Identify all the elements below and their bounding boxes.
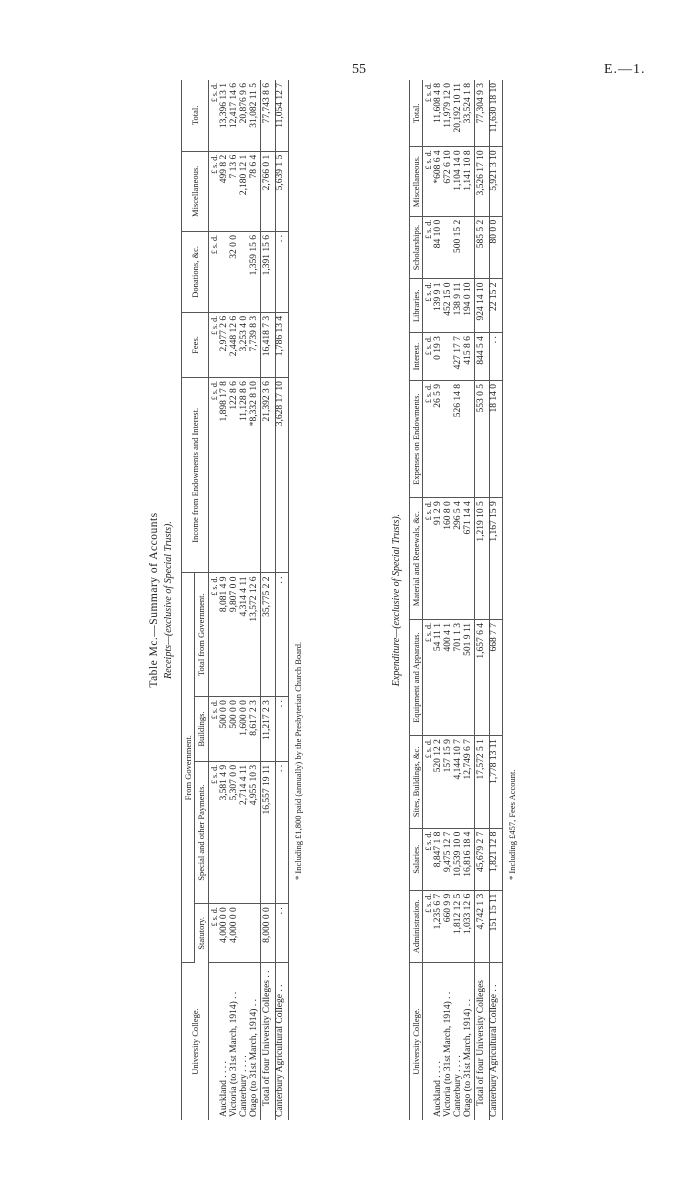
cell-special: 4,955 10 3 [250,761,260,903]
unit-label: £ s. d. [423,890,434,962]
col-group-from-government: From Government. [181,573,195,963]
cell-admin: 4,742 1 3 [474,890,489,962]
cell-interest: 415 8 6 [464,333,474,381]
col-header-total: Total. [409,80,423,147]
col-header-fees: Fees. [181,312,209,377]
cell-admin: 1,235 6 7 [434,890,444,962]
unit-label: £ s. d. [209,761,220,903]
cell-total: 11,979 12 0 [444,80,454,147]
cell-scholarships: 585 5 2 [474,216,489,279]
table-row [454,80,464,1120]
cell-special: 3,581 4 9 [220,761,230,903]
college-name: Canterbury . . . . [452,1055,463,1117]
cell-income: 1,898 17 8 [220,378,230,573]
cell-libraries: 138 9 11 [454,279,464,333]
college-name: Canterbury Agricultural College . . [489,963,502,1121]
unit-label: £ s. d. [423,381,434,498]
unit-label: £ s. d. [209,573,220,697]
cell-total: 11,054 12 7 [275,80,288,151]
cell-total-gov: 8,081 4 9 [220,573,230,697]
cell-libraries: 452 15 0 [444,279,454,333]
cell-total: 20,876 9 6 [240,80,250,151]
cell-endowments: 553 0 5 [474,381,489,498]
cell-salaries: 10,539 10 0 [454,828,464,890]
cell-sites: 157 15 9 [444,736,454,829]
col-header-libraries: Libraries. [409,279,423,333]
college-name: Auckland . . . . [218,1061,229,1117]
receipts-section [164,80,302,1120]
cell-scholarships: 84 10 0 [434,216,444,279]
col-header-donations: Donations, &c. [181,231,209,312]
cell-material: 91 2 9 [434,498,444,620]
unit-label: £ s. d. [209,231,220,312]
cell-misc: 672 6 10 [444,147,454,216]
college-name: Otago (to 31st March, 1914) . . [462,999,473,1117]
table-row [464,80,474,1120]
cell-equipment: 701 1 3 [454,620,464,736]
college-name: Total of four University Colleges . . [260,963,275,1121]
col-header-college: University College. [409,963,423,1121]
table-row [434,80,444,1120]
col-header-salaries: Salaries. [409,828,423,890]
col-header-misc: Miscellaneous. [409,147,423,216]
cell-misc: 3,526 17 10 [474,147,489,216]
total-row [260,80,275,1120]
cell-buildings: 1,600 0 0 [240,697,250,762]
unit-label: £ s. d. [423,620,434,736]
college-name: Auckland . . . . [432,1061,443,1117]
cell-endowments: 18 14 0 [489,381,502,498]
table-row [489,80,502,1120]
unit-label: £ s. d. [209,904,220,963]
cell-libraries: 139 9 1 [434,279,444,333]
receipts-footnote: * Including £1,800 paid (annually) by the Presbyterian Church Board. [292,641,303,880]
cell-special: 2,714 4 11 [240,761,250,903]
expenditure-section [388,80,517,1120]
unit-label: £ s. d. [423,736,434,829]
rotated-document-body [148,80,593,1120]
cell-salaries: 8,847 1 8 [434,828,444,890]
cell-total-gov: . . [275,573,288,697]
cell-salaries: 16,816 18 4 [464,828,474,890]
expenditure-footnote: * Including £457, Fees Account. [506,769,517,880]
receipts-subtitle: Receipts—(exclusive of Special Trusts). [163,521,175,679]
cell-sites: 4,144 10 7 [454,736,464,829]
cell-misc: 1,104 14 0 [454,147,464,216]
cell-total: 20,192 10 11 [454,80,464,147]
cell-statutory [250,904,260,963]
cell-admin: 1,812 12 5 [454,890,464,962]
cell-interest: 427 17 7 [454,333,464,381]
cell-misc: 78 6 4 [250,151,260,231]
col-header-material: Material and Renewals, &c. [409,498,423,620]
unit-label: £ s. d. [423,279,434,333]
cell-total-gov: 13,572 12 6 [250,573,260,697]
cell-interest: . . [489,333,502,381]
cell-buildings: 500 0 0 [230,697,240,762]
col-header-admin: Administration. [409,890,423,962]
cell-total: 11,630 18 10 [489,80,502,147]
college-name: Victoria (to 31st March, 1914) . . [442,991,453,1117]
cell-total-gov: 9,807 0 0 [230,573,240,697]
cell-misc: 1,141 10 8 [464,147,474,216]
cell-total: 31,082 11 5 [250,80,260,151]
cell-endowments: 26 5 9 [434,381,444,498]
cell-total: 77,743 8 6 [260,80,275,151]
cell-income: 21,392 3 6 [260,378,275,573]
cell-total: 12,417 14 6 [230,80,240,151]
cell-income: 3,628 17 10 [275,378,288,573]
col-header-college: University College. [181,963,209,1121]
cell-equipment: 668 7 7 [489,620,502,736]
unit-label: £ s. d. [209,378,220,573]
cell-material: 671 14 4 [464,498,474,620]
cell-material: 1,167 15 9 [489,498,502,620]
table-row [275,80,288,1120]
expenditure-table [409,80,503,1120]
cell-misc: 2,766 0 1 [260,151,275,231]
college-name: Total of four University Colleges [474,963,489,1121]
cell-interest: 844 5 4 [474,333,489,381]
cell-salaries: 9,475 12 7 [444,828,454,890]
col-header-misc: Miscellaneous. [181,151,209,231]
cell-libraries: 194 0 10 [464,279,474,333]
unit-label: £ s. d. [423,828,434,890]
unit-label: £ s. d. [423,333,434,381]
cell-donations: . . [275,231,288,312]
col-header-interest: Interest. [409,333,423,381]
receipts-table [181,80,289,1120]
unit-label: £ s. d. [209,80,220,151]
cell-total-gov: 4,314 4 11 [240,573,250,697]
cell-statutory: 4,000 0 0 [230,904,240,963]
cell-sites: 1,778 13 11 [489,736,502,829]
cell-scholarships: 80 0 0 [489,216,502,279]
cell-statutory: . . [275,904,288,963]
cell-sites: 17,572 5 1 [474,736,489,829]
col-header-total: Total. [181,80,209,151]
cell-sites: 520 12 2 [434,736,444,829]
cell-libraries: 22 15 2 [489,279,502,333]
cell-material: 1,219 10 5 [474,498,489,620]
cell-salaries: 1,821 12 8 [489,828,502,890]
cell-total: 13,396 13 1 [220,80,230,151]
cell-misc: 2,180 12 1 [240,151,250,231]
col-header-buildings: Buildings. [195,697,209,762]
cell-fees: 1,786 13 4 [275,312,288,377]
col-header-income: Income from Endowments and Interest. [181,378,209,573]
cell-equipment: 501 9 11 [464,620,474,736]
cell-misc: 5,921 3 10 [489,147,502,216]
unit-label: £ s. d. [423,80,434,147]
cell-misc: 499 8 2 [220,151,230,231]
expenditure-subtitle: Expenditure—(exclusive of Special Trusts). [391,513,402,687]
table-row [250,80,260,1120]
col-header-equipment: Equipment and Apparatus. [409,620,423,736]
page-number: 55 [352,62,366,77]
total-row [474,80,489,1120]
cell-income: 122 8 6 [230,378,240,573]
cell-endowments [464,381,474,498]
cell-sites: 12,749 6 7 [464,736,474,829]
cell-admin: 660 9 9 [444,890,454,962]
col-header-endowments: Expenses on Endowments. [409,381,423,498]
cell-statutory: 4,000 0 0 [220,904,230,963]
cell-buildings: 11,217 2 3 [260,697,275,762]
cell-endowments: 526 14 8 [454,381,464,498]
cell-fees: 7,739 8 3 [250,312,260,377]
section-code: E.—1. [604,62,646,77]
cell-buildings: . . [275,697,288,762]
cell-equipment: 54 11 1 [434,620,444,736]
cell-equipment: 400 4 1 [444,620,454,736]
college-name: Canterbury Agricultural College . . [275,963,288,1121]
cell-fees: 2,977 2 6 [220,312,230,377]
cell-scholarships [464,216,474,279]
cell-buildings: 8,617 2 3 [250,697,260,762]
college-name: Otago (to 31st March, 1914) . . [248,999,259,1117]
cell-fees: 2,448 12 6 [230,312,240,377]
cell-admin: 151 15 11 [489,890,502,962]
cell-special: 5,307 0 0 [230,761,240,903]
cell-equipment: 1,657 6 4 [474,620,489,736]
cell-total: 77,304 9 3 [474,80,489,147]
unit-label: £ s. d. [209,312,220,377]
college-name: Canterbury . . . . [238,1055,249,1117]
cell-libraries: 924 14 10 [474,279,489,333]
cell-fees: 3,253 4 0 [240,312,250,377]
unit-label: £ s. d. [423,147,434,216]
cell-total: 33,524 1 8 [464,80,474,147]
unit-label: £ s. d. [209,151,220,231]
unit-label: £ s. d. [209,697,220,762]
cell-admin: 1,033 12 6 [464,890,474,962]
cell-total-gov: 35,775 2 2 [260,573,275,697]
cell-donations: 1,359 15 6 [250,231,260,312]
cell-misc: 5,639 1 5 [275,151,288,231]
cell-misc: *608 6 4 [434,147,444,216]
col-header-special: Special and other Payments. [195,761,209,903]
col-header-total-gov: Total from Government. [195,573,209,697]
cell-misc: 7 13 6 [230,151,240,231]
cell-scholarships: 500 15 2 [454,216,464,279]
col-header-scholarships: Scholarships. [409,216,423,279]
college-name: Victoria (to 31st March, 1914) . . [228,991,239,1117]
cell-special: . . [275,761,288,903]
cell-material: 160 8 0 [444,498,454,620]
cell-statutory [240,904,250,963]
unit-label: £ s. d. [423,498,434,620]
cell-salaries: 45,679 2 7 [474,828,489,890]
col-header-sites: Sites, Buildings, &c. [409,736,423,829]
cell-income: *8,332 8 10 [250,378,260,573]
unit-label: £ s. d. [423,216,434,279]
cell-interest: 0 19 3 [434,333,444,381]
cell-statutory: 8,000 0 0 [260,904,275,963]
cell-income: 11,128 8 6 [240,378,250,573]
cell-donations: 1,391 15 6 [260,231,275,312]
cell-material: 296 5 4 [454,498,464,620]
cell-buildings: 500 0 0 [220,697,230,762]
table-title: Table Mc.—Summary of Accounts [148,512,160,688]
cell-donations: 32 0 0 [230,231,240,312]
cell-total: 11,608 4 8 [434,80,444,147]
cell-special: 16,557 19 11 [260,761,275,903]
cell-fees: 16,418 7 3 [260,312,275,377]
col-header-statutory: Statutory. [195,904,209,963]
